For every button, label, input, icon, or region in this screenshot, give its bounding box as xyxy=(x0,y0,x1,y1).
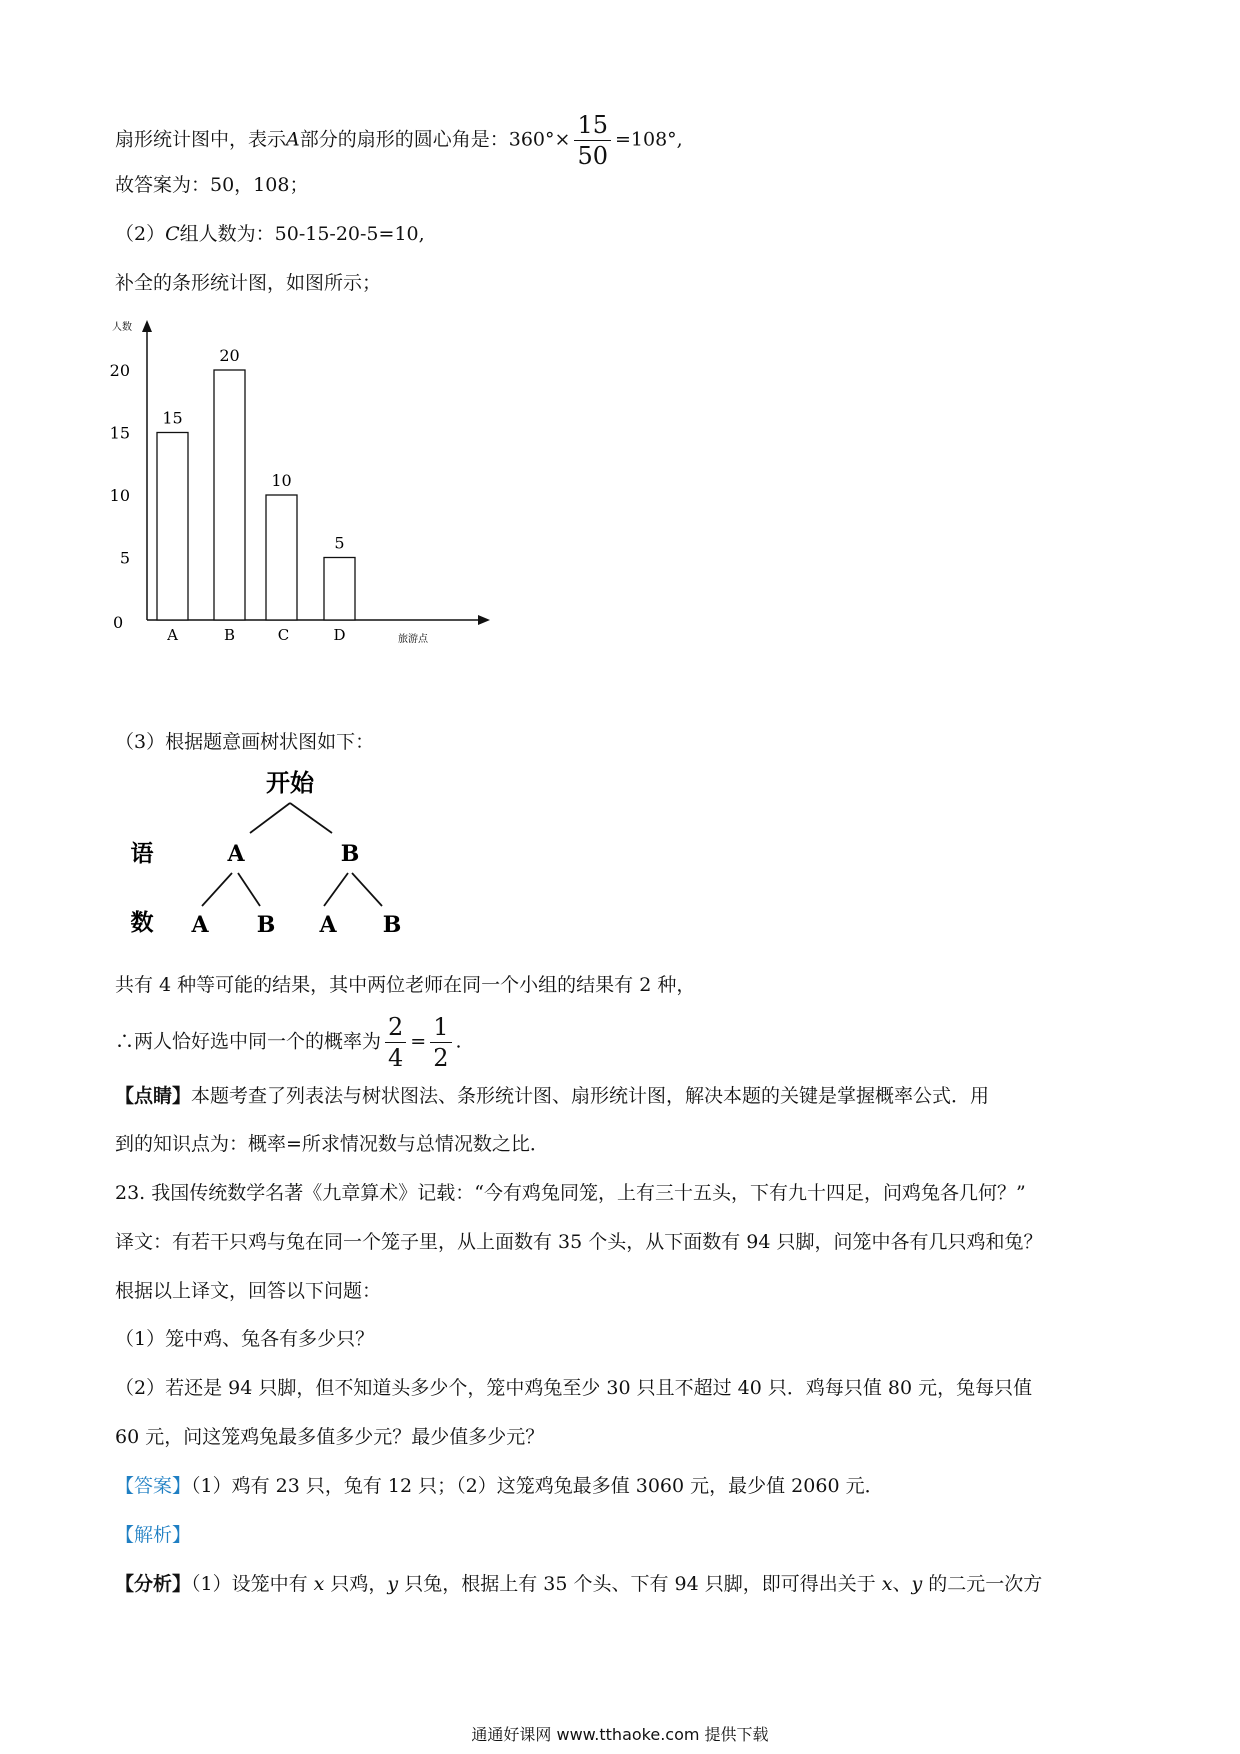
bar-chart-intro: 补全的条形统计图，如图所示； xyxy=(115,272,382,294)
y-tick-label: 20 xyxy=(110,361,130,380)
outcome-count-line: 共有 4 种等可能的结果，其中两位老师在同一个小组的结果有 2 种， xyxy=(115,974,696,996)
bar-chart xyxy=(110,315,500,655)
tree-node-b: B xyxy=(340,841,360,867)
question-23-part2: （2）若还是 94 只脚，但不知道头多少个，笼中鸡兔至少 30 只且不超过 40 只．鸡每只值 80 元，兔每只值 xyxy=(115,1377,1033,1399)
answer-block xyxy=(115,1473,884,1499)
comment-line-2: 到的知识点为：概率=所求情况数与总情况数之比． xyxy=(115,1133,549,1155)
variable-a: A xyxy=(286,128,300,151)
x-tick-label: A xyxy=(167,626,178,644)
tree-diagram xyxy=(120,765,420,955)
probability-line xyxy=(115,1012,462,1073)
denominator: 50 xyxy=(577,142,608,170)
group-c-line xyxy=(115,221,425,247)
denominator: 2 xyxy=(433,1044,449,1072)
denominator: 4 xyxy=(388,1044,404,1072)
text: （2） xyxy=(115,223,166,245)
numerator: 2 xyxy=(385,1012,406,1043)
bar-value-label: 5 xyxy=(334,533,345,553)
tree-leaf: B xyxy=(256,912,276,938)
bar-c xyxy=(266,495,297,620)
numerator: 1 xyxy=(430,1012,451,1043)
x-tick-label: B xyxy=(223,626,236,644)
fraction-1-2 xyxy=(430,1012,451,1073)
variable-x: x xyxy=(313,1573,325,1595)
question-23-translation: 译文：有若干只鸡与兔在同一个笼子里，从上面数有 35 个头，从下面数有 94 只脚，问笼中各有几只鸡和兔？ xyxy=(115,1231,1043,1253)
text: （1）设笼中有 xyxy=(191,1573,314,1595)
y-axis-arrow xyxy=(142,320,152,332)
comment-line xyxy=(115,1083,989,1109)
period: . xyxy=(455,1030,462,1053)
text: 扇形统计图中，表示 xyxy=(115,128,287,151)
fraction-2-4 xyxy=(385,1012,406,1073)
x-axis-arrow xyxy=(478,615,490,625)
tree-edge xyxy=(202,873,232,906)
text: （1）鸡有 23 只，兔有 12 只；（2）这笼鸡兔最多值 3060 元，最少值 2060 元． xyxy=(191,1475,884,1497)
x-tick-label: C xyxy=(277,626,290,644)
tree-edge xyxy=(250,803,290,833)
equals-sign: = xyxy=(410,1030,427,1053)
sector-angle-line xyxy=(115,110,683,171)
question-23-title: 23. 我国传统数学名著《九章算术》记载：“今有鸡兔同笼，上有三十五头，下有九十四足，问鸡兔各几何？” xyxy=(115,1182,1026,1204)
bar-value-label: 15 xyxy=(162,408,183,428)
question-23-instruction: 根据以上译文，回答以下问题： xyxy=(115,1280,382,1302)
text: ∴两人恰好选中同一个的概率为 xyxy=(115,1030,382,1053)
text: 本题考查了列表法与树状图法、条形统计图、扇形统计图，解决本题的关键是掌握概率公式．用 xyxy=(191,1085,990,1107)
text: =108°, xyxy=(614,128,683,151)
tree-row-label-chinese: 语 xyxy=(130,841,154,867)
tree-row-label-math: 数 xyxy=(130,910,154,936)
text: 、 xyxy=(892,1573,912,1595)
text: 的二元一次方 xyxy=(922,1573,1043,1595)
variable-y: y xyxy=(911,1573,923,1595)
numerator: 15 xyxy=(574,110,611,141)
tree-intro: （3）根据题意画树状图如下： xyxy=(115,731,375,753)
tree-root: 开始 xyxy=(266,769,314,797)
text: 部分的扇形的圆心角是：360°× xyxy=(299,128,571,151)
tree-edge xyxy=(352,873,382,906)
solution-tag: 【解析】 xyxy=(115,1524,192,1546)
tree-node-a: A xyxy=(227,841,245,867)
analysis-line xyxy=(115,1571,1042,1597)
tree-leaf: B xyxy=(382,912,402,938)
tree-leaf: A xyxy=(319,912,337,938)
x-axis-label: 旅游点 xyxy=(398,634,428,645)
footer: 通通好课网 www.tthaoke.com 提供下载 xyxy=(471,1725,769,1744)
y-tick-label: 0 xyxy=(113,613,124,632)
analysis-tag: 【分析】 xyxy=(115,1573,192,1595)
text: 组人数为：50-15-20-5=10, xyxy=(179,223,425,245)
text: 只兔，根据上有 35 个头、下有 94 只脚，即可得出关于 xyxy=(398,1573,882,1595)
tree-edge xyxy=(324,873,348,906)
bar-d xyxy=(324,558,355,621)
bar-value-label: 10 xyxy=(271,471,292,490)
variable-c: C xyxy=(165,223,180,245)
y-tick-label: 15 xyxy=(110,423,130,443)
question-23-part1: （1）笼中鸡、兔各有多少只？ xyxy=(115,1328,375,1350)
bar-value-label: 20 xyxy=(219,346,240,365)
tree-edge xyxy=(290,803,332,833)
bar-b xyxy=(214,370,245,620)
comment-tag: 【点睛】 xyxy=(115,1085,192,1107)
y-tick-label: 5 xyxy=(119,548,130,568)
y-tick-label: 10 xyxy=(110,486,130,505)
answer-line: 故答案为：50，108； xyxy=(115,174,309,196)
answer-tag: 【答案】 xyxy=(115,1475,192,1497)
variable-y: y xyxy=(387,1573,399,1595)
variable-x: x xyxy=(881,1573,893,1595)
bar-a xyxy=(157,433,188,621)
y-axis-label: 人数 xyxy=(112,322,132,333)
text: 只鸡， xyxy=(324,1573,388,1595)
tree-leaf: A xyxy=(191,912,209,938)
tree-edge xyxy=(238,873,260,906)
fraction-15-50 xyxy=(574,110,611,171)
x-tick-label: D xyxy=(333,626,346,644)
question-23-part2-cont: 60 元，问这笼鸡兔最多值多少元？最少值多少元？ xyxy=(115,1426,545,1448)
